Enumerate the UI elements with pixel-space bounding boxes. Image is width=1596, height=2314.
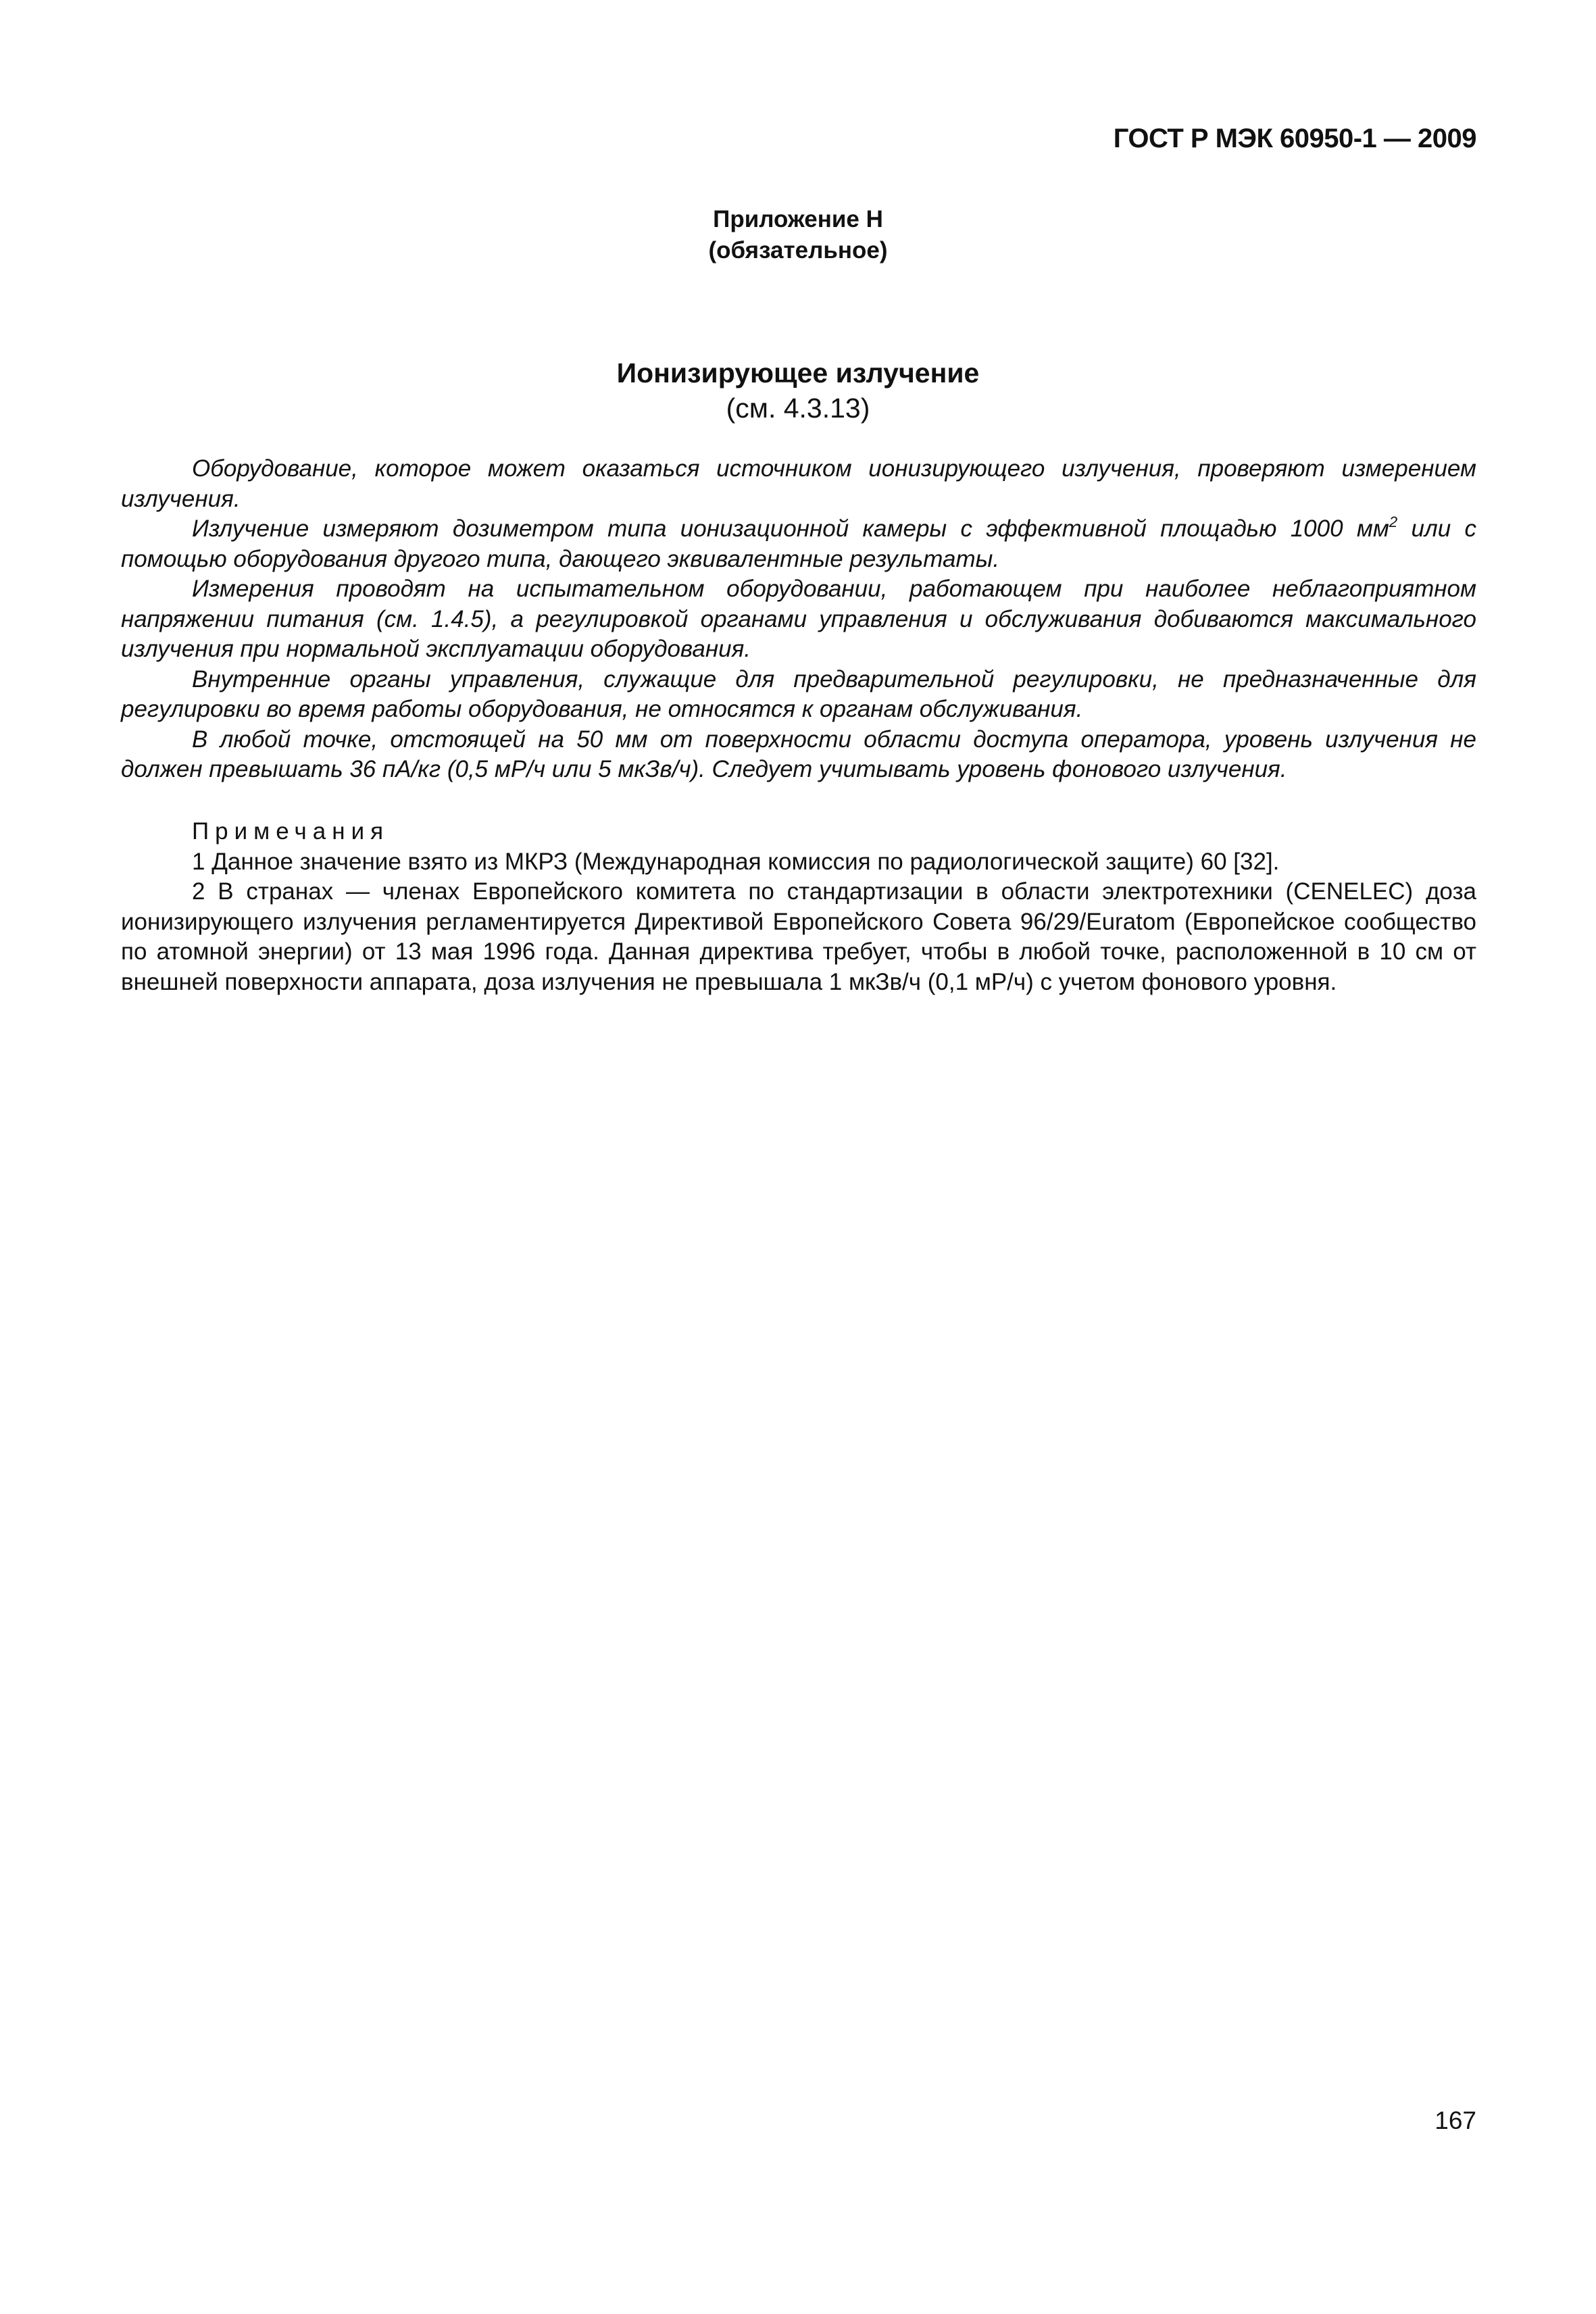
body-paragraph: Измерения проводят на испытательном оборудовании, работающем при наиболее неблагоприятном напряжении питания (см. 1.4.5), а регулировкой органами управления и обслуживания добиваются максимального излучения при нормальной эксплуатации оборудования. [121,576,1476,662]
note-item: 1 Данное значение взято из МКРЗ (Международная комиссия по радиологической защите) 60 [32]. [192,848,1280,875]
notes-section [121,817,1476,997]
document-code: ГОСТ Р МЭК 60950-1 — 2009 [1113,124,1476,153]
annex-status: (обязательное) [708,237,888,263]
notes-heading: Примечания [192,818,390,845]
body-paragraph: В любой точке, отстоящей на 50 мм от поверхности области доступа оператора, уровень излучения не должен превышать 36 пА/кг (0,5 мР/ч или 5 мкЗв/ч). Следует учитывать уровень фонового излучения. [121,726,1476,782]
section-title: Ионизирующее излучение [616,357,980,388]
body-paragraph-text: Излучение измеряют дозиметром типа ионизационной камеры с эффективной площадью 1000 мм [192,515,1389,542]
section-heading [0,355,1596,426]
body-paragraph: Оборудование, которое может оказаться источником ионизирующего излучения, проверяют измерением излучения. [121,455,1476,512]
superscript: 2 [1389,513,1398,530]
page-number: 167 [1435,2107,1476,2134]
annex-heading [0,204,1596,266]
annex-title: Приложение Н [713,206,883,232]
note-item: 2 В странах — членах Европейского комитета по стандартизации в области электротехники (CENELEC) доза ионизирующего излучения регламентируется Директивой Европейского Совета 96/29/Euratom (Европейское сообщество по атомной энергии) от 13 мая 1996 года. Данная директива требует, чтобы в любой точке, расположенной в 10 см от внешней поверхности аппарата, доза излучения не превышала 1 мкЗв/ч (0,1 мР/ч) с учетом фонового уровня. [121,878,1476,995]
body-text [121,454,1476,785]
body-paragraph [121,514,1476,574]
body-paragraph: Внутренние органы управления, служащие для предварительной регулировки, не предназначенные для регулировки во время работы оборудования, не относятся к органам обслуживания. [121,665,1476,722]
section-reference: (см. 4.3.13) [726,393,870,424]
body-paragraph-continuation: или с помощью оборудования другого типа, дающего эквивалентные результаты. [121,515,1476,572]
